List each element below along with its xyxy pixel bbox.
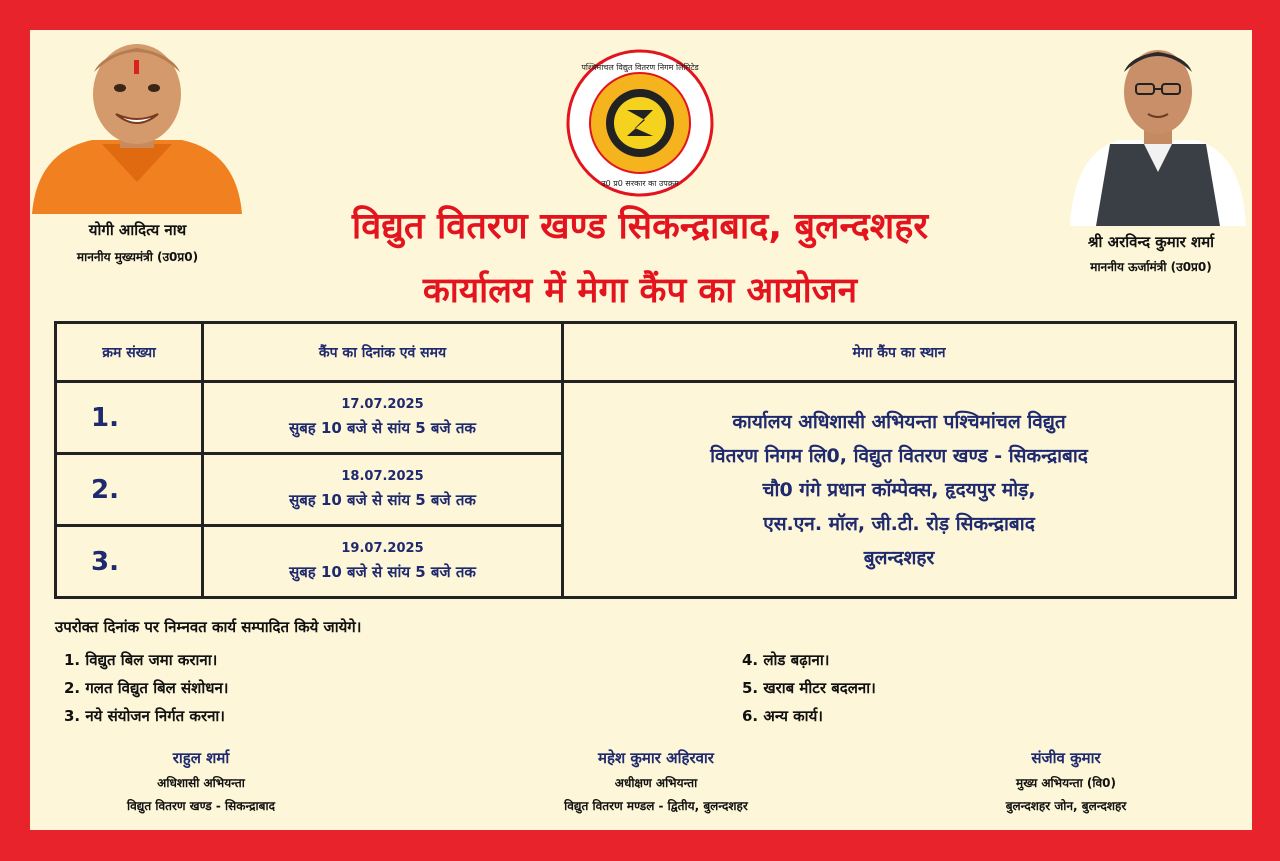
chief-minister-title: माननीय मुख्यमंत्री (उ0प्र0) <box>76 250 199 264</box>
signatory-name: संजीव कुमार <box>1031 749 1101 767</box>
row-date-time <box>203 526 563 598</box>
page-title: विद्युत वितरण खण्ड सिकन्द्राबाद, बुलन्दशहर <box>351 206 929 247</box>
page-subtitle: कार्यालय में मेगा कैंप का आयोजन <box>422 271 858 311</box>
signatory <box>31 748 371 814</box>
signatory-office: विद्युत वितरण मण्डल - द्वितीय, बुलन्दशहर <box>564 799 748 813</box>
signatory <box>486 748 826 814</box>
poster <box>30 30 1252 830</box>
camp-schedule-table <box>54 321 1237 599</box>
work-item: 3. नये संयोजन निर्गत करना। <box>64 707 225 725</box>
signatory-post: अधिशासी अभियन्ता <box>157 776 245 790</box>
work-item: 6. अन्य कार्य। <box>742 707 823 725</box>
signatory-post: मुख्य अभियन्ता (वि0) <box>1016 776 1116 790</box>
work-item: 4. लोड बढ़ाना। <box>742 651 830 669</box>
header-venue: मेगा कैंप का स्थान <box>563 323 1236 382</box>
work-item: 5. खराब मीटर बदलना। <box>742 679 876 697</box>
venue-line: चौ0 गंगे प्रधान कॉम्पेक्स, हृदयपुर मोड़, <box>762 478 1036 501</box>
energy-minister-photo <box>1070 32 1246 226</box>
works-intro: उपरोक्त दिनांक पर निम्नवत कार्य सम्पादित किये जायेगे। <box>55 618 362 636</box>
camp-date: 18.07.2025 <box>341 469 424 484</box>
row-serial: 3. <box>56 526 203 598</box>
signatory-name: महेश कुमार अहिरवार <box>598 749 714 767</box>
camp-date: 19.07.2025 <box>341 541 424 556</box>
row-date-time <box>203 382 563 454</box>
table-row <box>56 382 1236 454</box>
camp-time: सुबह 10 बजे से सांय 5 बजे तक <box>289 563 476 581</box>
venue-line: वितरण निगम लि0, विद्युत वितरण खण्ड - सिकन्द्राबाद <box>710 444 1088 467</box>
camp-date: 17.07.2025 <box>341 397 424 412</box>
venue-line: बुलन्दशहर <box>863 546 935 569</box>
signatory-name: राहुल शर्मा <box>172 749 230 767</box>
corporation-logo <box>565 48 715 198</box>
signatory-office: बुलन्दशहर जोन, बुलन्दशहर <box>1005 799 1127 813</box>
logo-top-text: पश्चिमांचल विद्युत वितरण निगम लिमिटेड <box>581 63 699 72</box>
row-date-time <box>203 454 563 526</box>
energy-minister-title: माननीय ऊर्जामंत्री (उ0प्र0) <box>1090 260 1212 274</box>
camp-time: सुबह 10 बजे से सांय 5 बजे तक <box>289 491 476 509</box>
header-date-time: कैंप का दिनांक एवं समय <box>203 323 563 382</box>
camp-venue <box>563 382 1236 598</box>
venue-line: कार्यालय अधिशासी अभियन्ता पश्चिमांचल विद्युत <box>732 410 1066 433</box>
work-item: 1. विद्युत बिल जमा कराना। <box>64 651 218 669</box>
signatory-office: विद्युत वितरण खण्ड - सिकन्द्राबाद <box>127 799 275 813</box>
row-serial: 1. <box>56 382 203 454</box>
chief-minister-name: योगी आदित्य नाथ <box>88 221 187 239</box>
work-item: 2. गलत विद्युत बिल संशोधन। <box>64 679 229 697</box>
row-serial: 2. <box>56 454 203 526</box>
header-serial: क्रम संख्या <box>56 323 203 382</box>
signatory-post: अधीक्षण अभियन्ता <box>614 776 698 790</box>
table-header-row <box>56 323 1236 382</box>
logo-bottom-text: उ0 प्र0 सरकार का उपक्रम <box>601 179 679 188</box>
signatory <box>896 748 1236 814</box>
camp-time: सुबह 10 बजे से सांय 5 बजे तक <box>289 419 476 437</box>
venue-line: एस.एन. मॉल, जी.टी. रोड़ सिकन्द्राबाद <box>763 512 1035 535</box>
energy-minister-name: श्री अरविन्द कुमार शर्मा <box>1087 233 1215 251</box>
chief-minister-photo <box>32 32 242 214</box>
